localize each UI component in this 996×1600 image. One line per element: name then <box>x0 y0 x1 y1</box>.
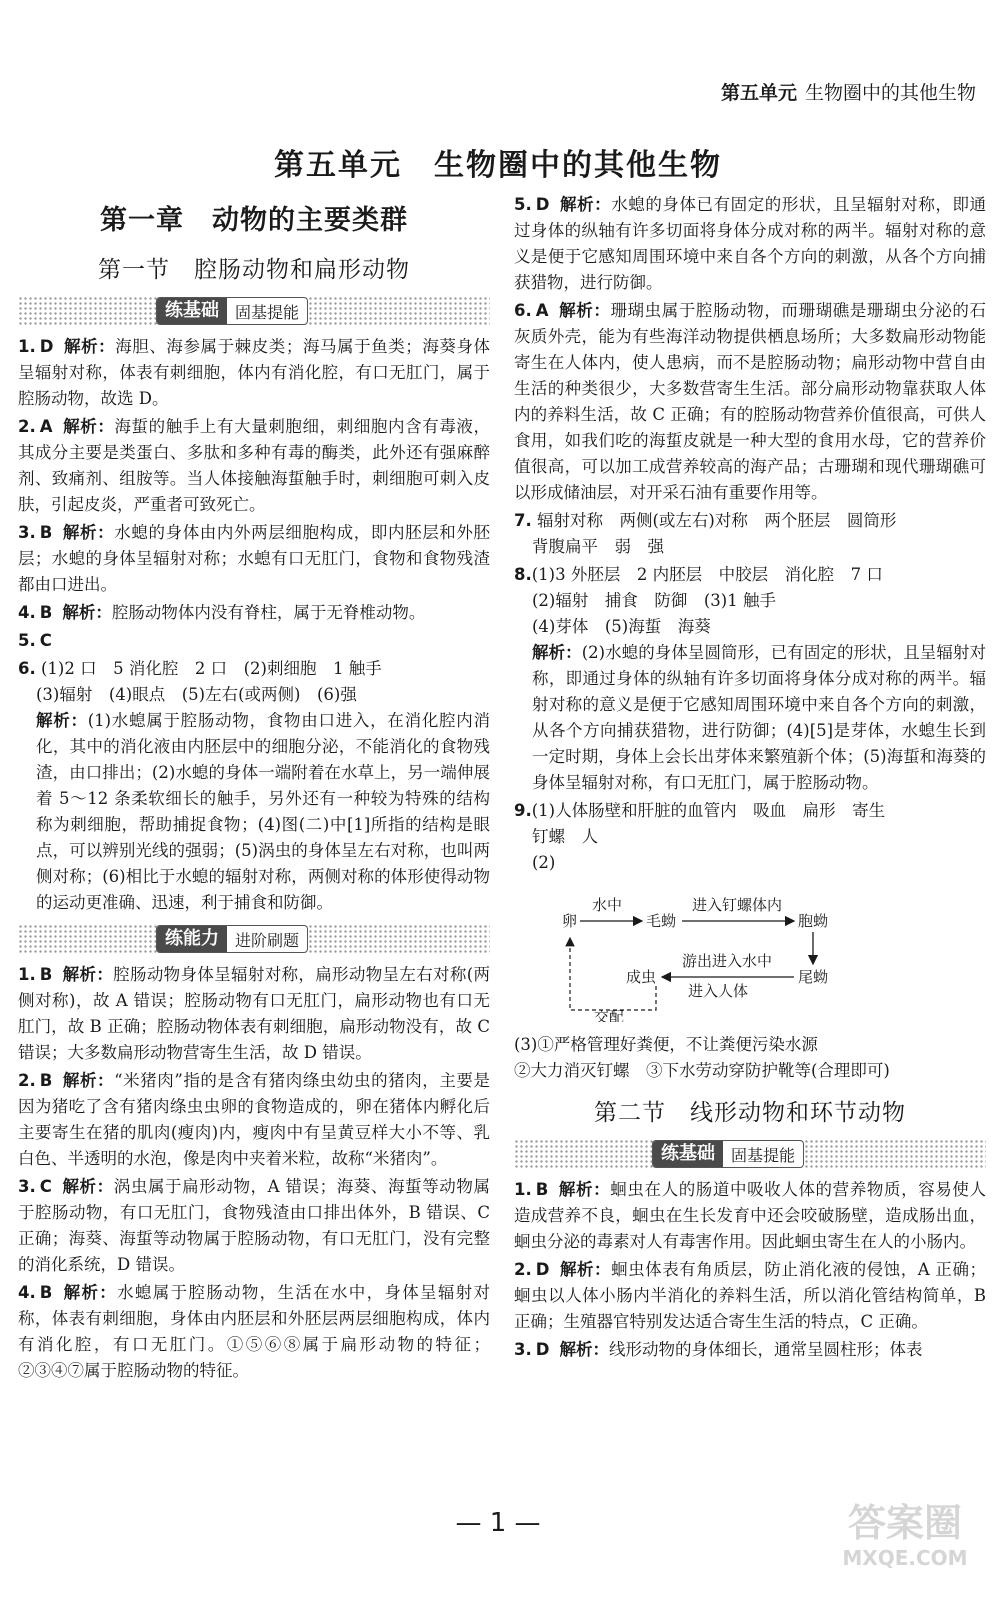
answer-item <box>18 414 490 518</box>
analysis-text: (2)水螅的身体呈圆筒形，已有固定的形状，且呈辐射对称，即通过身体的纵轴有许多切面将身体分成对称的两半。辐射对称的意义是便于它感知周围环境中来自各个方向的刺激，从各个方向捕获猎物，进行防御；(4)[5]是芽体，水螅生长到一定时期，身体上会长出芽体来繁殖新个体；(5)海蜇和海葵的身体呈辐射对称，有口无肛门，属于腔肠动物。 <box>532 643 986 792</box>
analysis-label: 解析： <box>63 337 116 356</box>
answer-num: 4. <box>18 603 36 622</box>
chapter-title: 第一章 动物的主要类群 <box>100 205 408 236</box>
analysis-text: 腔肠动物身体呈辐射对称，扁形动物呈左右对称(两侧对称)，故 A 错误；腔肠动物有口无肛门，扁形动物也有口无肛门，故 B 正确；腔肠动物体表有刺细胞，扁形动物没有，故 C 错误；大多数扁形动物营寄生生活，故 D 错误。 <box>18 965 490 1062</box>
sporocyst-label: 胞蚴 <box>798 912 829 930</box>
answer-key: D <box>535 1340 550 1359</box>
answer-key: D <box>535 1260 550 1279</box>
band-main-label: 练基础 <box>653 1141 723 1167</box>
answer-num: 1. <box>514 1180 532 1199</box>
analysis-label: 解析： <box>558 301 611 320</box>
answer-num: 1. <box>18 965 36 984</box>
answer-num: 8. <box>514 565 532 584</box>
analysis-text: 水螅属于腔肠动物，生活在水中，身体呈辐射对称，体表有刺细胞，身体由内胚层和外胚层两层细胞构成，体内有消化腔，有口无肛门。①⑤⑥⑧属于扁形动物的特征；②③④⑦属于腔肠动物的特征。 <box>18 1283 491 1380</box>
answer-key: B <box>535 1180 549 1199</box>
band-tag <box>156 925 308 953</box>
answer-num: 7. <box>514 511 532 530</box>
answer-line: (2) <box>532 853 556 872</box>
answer-key: D <box>535 195 550 214</box>
answer-key: B <box>39 965 53 984</box>
analysis-text: 涡虫属于扁形动物，A 错误；海葵、海蜇等动物属于腔肠动物，有口无肛门，食物残渣由口排出体外，B 错误、C 正确；海葵、海蜇等动物属于腔肠动物，有口无肛门，没有完整的消化系统，D 错误。 <box>18 1177 491 1274</box>
answer-item <box>18 628 490 654</box>
answer-line: 背腹扁平 弱 强 <box>532 537 664 556</box>
egg-label: 卵 <box>562 912 578 930</box>
lifecycle-diagram <box>532 882 852 1022</box>
miracidium-label: 毛蚴 <box>646 912 677 930</box>
ability-answers <box>18 962 490 1384</box>
analysis-label: 解析： <box>62 965 114 984</box>
answer-num: 1. <box>18 337 36 356</box>
answer-item <box>18 1174 490 1278</box>
analysis-label: 解析： <box>62 1071 115 1090</box>
swim-out-label: 游出进入水中 <box>682 952 773 970</box>
analysis-text: 珊瑚虫属于腔肠动物，而珊瑚礁是珊瑚虫分泌的石灰质外壳，能为有些海洋动物提供栖息场所；大多数扁形动物能寄生在人体内，使人患病，而不是腔肠动物；扁形动物中营自由生活的种类很少，大多数营寄生生活。部分扁形动物靠获取人体内的养料生活，故 C 正确；有的腔肠动物营养价值很高，可供人食用，如我们吃的海蜇皮就是一种大型的食用水母，它的营养价值很高，可以加工成营养较高的海产品；古珊瑚和现代珊瑚礁可以形成储油层，对开采石油有重要作用等。 <box>514 301 987 502</box>
answer-item-7 <box>514 508 986 560</box>
section-title-2: 第二节 线形动物和环节动物 <box>594 1100 906 1126</box>
answer-num: 3. <box>18 1177 36 1196</box>
left-column <box>18 192 490 1386</box>
band-tag <box>652 1140 804 1168</box>
answer-line: (4)芽体 (5)海蜇 海葵 <box>532 617 711 636</box>
answer-item <box>514 192 986 296</box>
answer-item <box>18 520 490 598</box>
answer-line: (3)辐射 (4)眼点 (5)左右(或两侧) (6)强 <box>36 685 357 704</box>
analysis-label: 解析： <box>62 603 112 622</box>
analysis-text: 海蜇的触手上有大量刺胞细，刺细胞内含有毒液，其成分主要是类蛋白、多肽和多种有毒的酶类，此外还有强麻醉剂、致痛剂、组胺等。当人体接触海蜇触手时，刺细胞可刺入皮肤，引起皮炎，严重者可致死亡。 <box>18 417 491 514</box>
answer-num: 6. <box>514 301 532 320</box>
answer-item <box>18 962 490 1066</box>
watermark-text: 答案圈 <box>847 1501 962 1545</box>
answer-key: A <box>39 417 53 436</box>
answer-item <box>514 298 986 506</box>
answer-line: (1)3 外胚层 2 内胚层 中胶层 消化腔 7 口 <box>531 565 883 584</box>
answer-item-9-3 <box>514 1032 986 1084</box>
mating-label: 交配 <box>594 1008 625 1022</box>
answer-item <box>18 1068 490 1172</box>
analysis-label: 解析： <box>558 1180 611 1199</box>
analysis-label: 解析： <box>532 643 582 662</box>
answer-item-9 <box>514 798 986 876</box>
answer-key: A <box>535 301 549 320</box>
answer-num: 2. <box>18 417 36 436</box>
answer-key: C <box>39 631 52 650</box>
analysis-label: 解析： <box>559 1340 609 1359</box>
answer-num: 2. <box>514 1260 532 1279</box>
answer-num: 3. <box>514 1340 532 1359</box>
answer-item-6 <box>18 656 490 916</box>
answer-line: (1)2 口 5 消化腔 2 口 (2)刺细胞 1 触手 <box>41 659 382 678</box>
band-ability <box>18 924 490 954</box>
analysis-label: 解析： <box>36 711 88 730</box>
analysis-label: 解析： <box>559 195 612 214</box>
answer-item-8 <box>514 562 986 796</box>
analysis-label: 解析： <box>61 1177 114 1196</box>
band-sub-label: 固基提能 <box>731 1145 796 1165</box>
answer-num: 9. <box>514 801 532 820</box>
analysis-text: “米猪肉”指的是含有猪肉绦虫幼虫的猪肉，主要是因为猪吃了含有猪肉绦虫虫卵的食物造成的，卵在猪体内孵化后主要寄生在猪的肌肉(瘦肉)内，瘦肉中有呈黄豆样大小不等、乳白色、半透明的水泡，像是肉中夹着米粒，故称“米猪肉”。 <box>18 1071 491 1168</box>
section-title-1: 第一节 腔肠动物和扁形动物 <box>98 257 410 283</box>
analysis-text: 线形动物的身体细长，通常呈圆柱形；体表 <box>608 1340 923 1359</box>
analysis-text: 海胆、海参属于棘皮类；海马属于鱼类；海葵身体呈辐射对称，体表有刺细胞，体内有消化腔，有口无肛门，属于腔肠动物，故选 D。 <box>18 337 491 408</box>
answer-item <box>514 1257 986 1335</box>
analysis-label: 解析： <box>62 417 115 436</box>
adult-label: 成虫 <box>626 968 657 986</box>
analysis-label: 解析： <box>62 523 115 542</box>
answer-key: B <box>39 1283 53 1302</box>
band-sub-label: 固基提能 <box>235 302 300 322</box>
band-main-label: 练能力 <box>157 926 227 952</box>
watermark-url: MXQE.COM <box>842 1546 968 1570</box>
analysis-label: 解析： <box>62 1283 118 1302</box>
water-label: 水中 <box>592 896 623 914</box>
right-column <box>514 192 986 1365</box>
answer-num: 5. <box>18 631 36 650</box>
answer-item <box>18 600 490 626</box>
watermark-logo <box>840 1500 970 1590</box>
answer-item <box>514 1337 986 1363</box>
answer-key: D <box>39 337 54 356</box>
answer-line: ②大力消灭钉螺 ③下水劳动穿防护靴等(合理即可) <box>514 1061 890 1080</box>
analysis-text: 水螅的身体已有固定的形状，且呈辐射对称，即通过身体的纵轴有许多切面将身体分成对称的两半。辐射对称的意义是便于它感知周围环境中来自各个方向的刺激，从各个方向捕获猎物，进行防御。 <box>514 195 987 292</box>
answer-num: 4. <box>18 1283 36 1302</box>
answer-num: 6. <box>18 659 36 678</box>
running-head-title: 生物圈中的其他生物 <box>804 82 976 104</box>
answer-item <box>18 334 490 412</box>
analysis-text: 蛔虫在人的肠道中吸收人体的营养物质，容易使人造成营养不良，蛔虫在生长发育中还会咬破肠壁，造成肠出血，蛔虫分泌的毒素对人有毒害作用。因此蛔虫寄生在人的小肠内。 <box>514 1180 987 1251</box>
basic-answers <box>18 334 490 916</box>
answer-key: C <box>39 1177 52 1196</box>
answer-line: 辐射对称 两侧(或左右)对称 两个胚层 圆筒形 <box>537 511 897 530</box>
band-basic-2 <box>514 1139 986 1169</box>
analysis-text: 蛔虫体表有角质层，防止消化液的侵蚀，A 正确；蛔虫以人体小肠内半消化的养料生活，所以消化管结构简单，B 正确；生殖器官特别发达适合寄生生活的特点，C 正确。 <box>514 1260 986 1331</box>
answer-num: 3. <box>18 523 36 542</box>
cercaria-label: 尾蚴 <box>798 968 829 986</box>
running-head-unit: 第五单元 <box>720 82 797 104</box>
enter-snail-label: 进入钉螺体内 <box>692 896 783 914</box>
unit-title: 第五单元 生物圈中的其他生物 <box>274 148 722 183</box>
answer-num: 2. <box>18 1071 36 1090</box>
running-head <box>721 78 976 105</box>
answer-item <box>514 1177 986 1255</box>
answer-num: 5. <box>514 195 532 214</box>
enter-body-label: 进入人体 <box>688 982 749 1000</box>
answer-key: B <box>39 523 53 542</box>
band-basic <box>18 296 490 326</box>
analysis-text: (1)水螅属于腔肠动物，食物由口进入，在消化腔内消化，其中的消化液由内胚层中的细胞分泌，不能消化的食物残渣，由口排出；(2)水螅的身体一端附着在水草上，另一端伸展着 5～12 条柔软细长的触手，另外还有一种较为特殊的结构称为刺细胞，帮助捕捉食物；(4)图(二)中[1]所指的结构是眼点，可以辨别光线的强弱；(5)涡虫的身体呈左右对称，也叫两侧对称；(6)相比于水螅的辐射对称，两侧对称的体形使得动物的运动更准确、迅速，利于捕食和防御。 <box>36 711 491 912</box>
answer-line: 钉螺 人 <box>532 827 598 846</box>
answer-key: B <box>39 603 53 622</box>
answer-key: B <box>39 1071 53 1090</box>
answer-line: (2)辐射 捕食 防御 (3)1 触手 <box>532 591 776 610</box>
band-main-label: 练基础 <box>157 298 227 324</box>
band-tag <box>156 297 308 325</box>
analysis-text: 水螅的身体由内外两层细胞构成，即内胚层和外胚层；水螅的身体呈辐射对称；水螅有口无肛门，食物和食物残渣都由口进出。 <box>18 523 491 594</box>
answer-line: (3)①严格管理好粪便，不让粪便污染水源 <box>514 1035 818 1054</box>
analysis-label: 解析： <box>559 1260 612 1279</box>
analysis-text: 腔肠动物体内没有脊柱，属于无脊椎动物。 <box>111 603 426 622</box>
answer-line: (1)人体肠壁和肝脏的血管内 吸血 扁形 寄生 <box>531 801 886 820</box>
answer-item <box>18 1280 490 1384</box>
page-number: — 1 — <box>455 1508 541 1538</box>
band-sub-label: 进阶刷题 <box>235 930 300 950</box>
